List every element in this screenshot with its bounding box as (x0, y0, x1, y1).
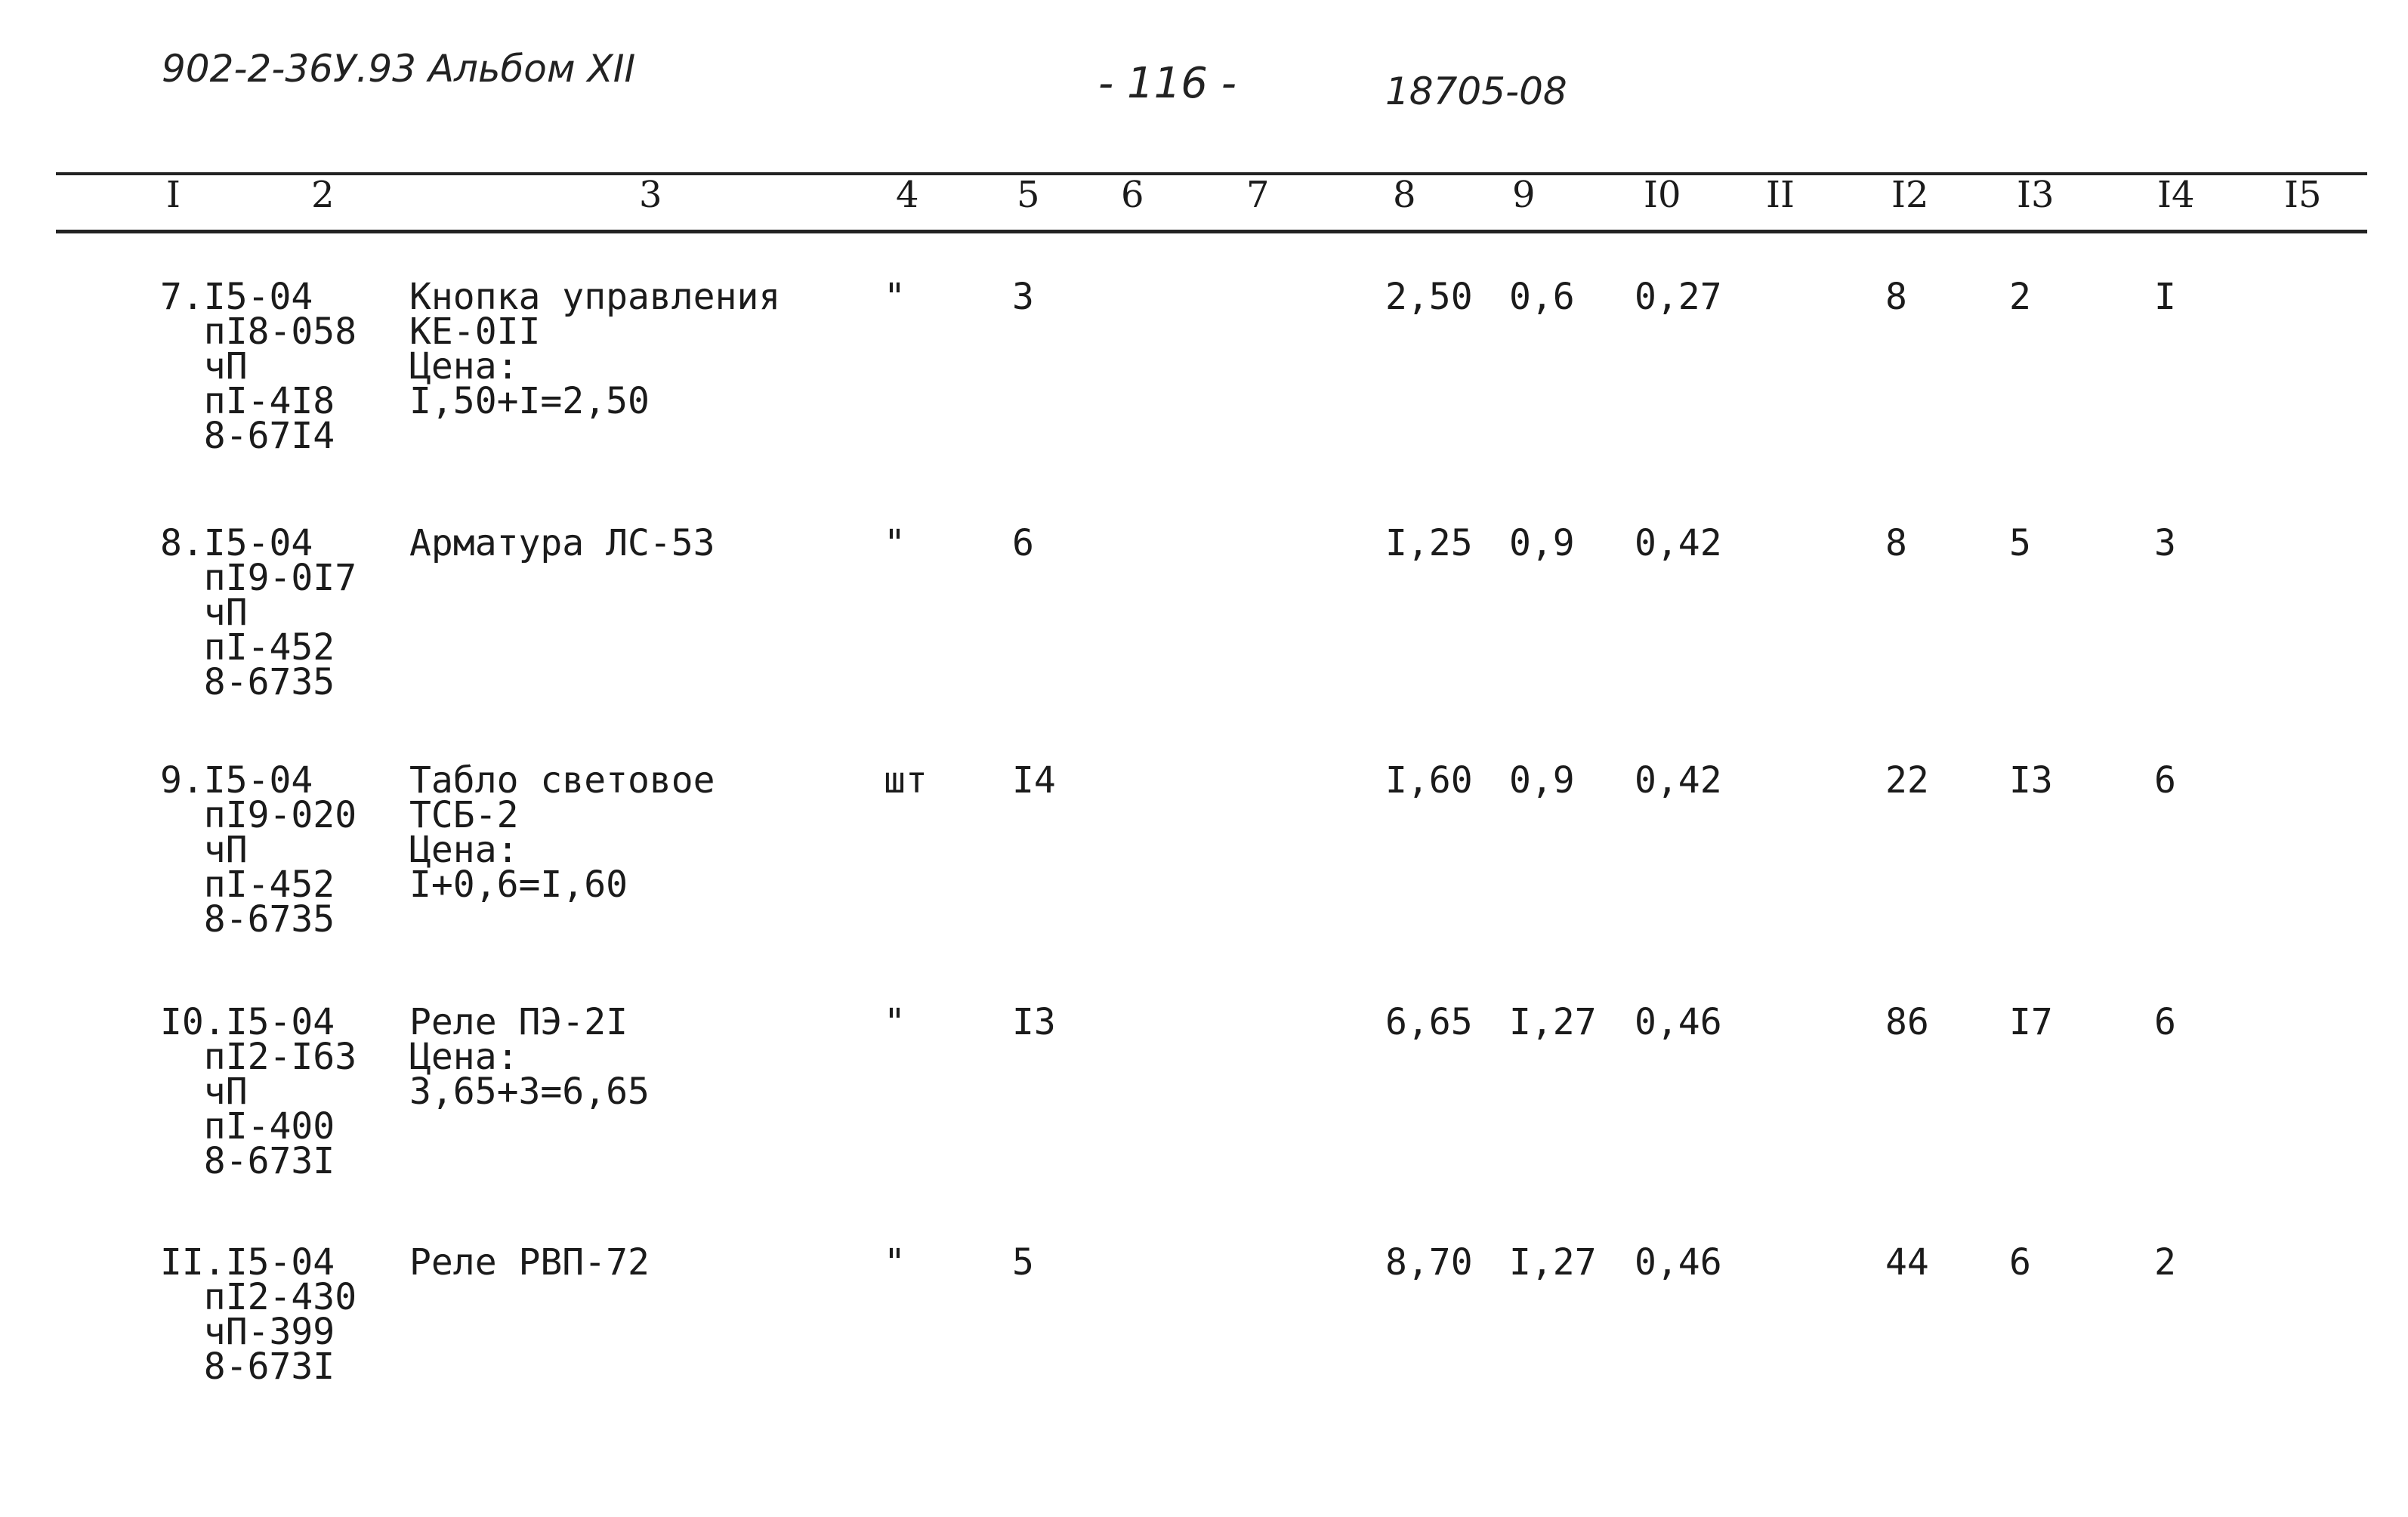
col9-cell: 0,9 (1509, 522, 1575, 564)
item-code: 7.I5-04 пI8-058 чП пI-4I8 8-67I4 (160, 276, 357, 457)
col-header-4: 4 (896, 174, 919, 216)
col10-cell: 0,46 (1635, 1001, 1722, 1043)
col8-cell: 6,65 (1385, 1001, 1473, 1043)
col9-cell: 0,9 (1509, 759, 1575, 802)
col10-cell: 0,46 (1635, 1241, 1722, 1284)
col10-cell: 0,27 (1635, 276, 1722, 318)
quantity-cell: 5 (1012, 1241, 1034, 1284)
col14-cell: 3 (2154, 522, 2176, 564)
col-header-5: 5 (1017, 174, 1040, 216)
quantity-cell: 6 (1012, 522, 1034, 564)
document-reference: 18705-08 (1385, 70, 1567, 113)
item-description: Реле РВП-72 (409, 1241, 650, 1284)
col-header-14: I4 (2157, 174, 2195, 216)
col14-cell: 2 (2154, 1241, 2176, 1284)
col10-cell: 0,42 (1635, 522, 1722, 564)
unit-cell: шт (884, 759, 928, 802)
col12-cell: 44 (1885, 1241, 1929, 1284)
quantity-cell: I4 (1012, 759, 1056, 802)
col12-cell: 22 (1885, 759, 1929, 802)
item-code: I0.I5-04 пI2-I63 чП пI-400 8-673I (160, 1001, 357, 1182)
item-description: Арматура ЛС-53 (409, 522, 715, 564)
col13-cell: I7 (2009, 1001, 2053, 1043)
item-code: 8.I5-04 пI9-0I7 чП пI-452 8-6735 (160, 522, 357, 703)
col13-cell: 5 (2009, 522, 2031, 564)
col12-cell: 8 (1885, 522, 1907, 564)
col13-cell: I3 (2009, 759, 2053, 802)
col8-cell: 8,70 (1385, 1241, 1473, 1284)
item-code: II.I5-04 пI2-430 чП-399 8-673I (160, 1241, 357, 1388)
col14-cell: 6 (2154, 759, 2176, 802)
item-code: 9.I5-04 пI9-020 чП пI-452 8-6735 (160, 759, 357, 941)
col-header-6: 6 (1121, 174, 1144, 216)
col14-cell: I (2154, 276, 2176, 318)
col9-cell: I,27 (1509, 1241, 1597, 1284)
col9-cell: 0,6 (1509, 276, 1575, 318)
unit-cell: " (884, 522, 906, 564)
col12-cell: 86 (1885, 1001, 1929, 1043)
col8-cell: I,25 (1385, 522, 1473, 564)
col-header-1: I (166, 174, 181, 216)
item-description: Кнопка управления КЕ-0II Цена: I,50+I=2,50 (409, 276, 781, 422)
quantity-cell: I3 (1012, 1001, 1056, 1043)
item-description: Табло световое ТСБ-2 Цена: I+0,6=I,60 (409, 759, 715, 906)
item-description: Реле ПЭ-2I Цена: 3,65+3=6,65 (409, 1001, 650, 1113)
col13-cell: 2 (2009, 276, 2031, 318)
col13-cell: 6 (2009, 1241, 2031, 1284)
col10-cell: 0,42 (1635, 759, 1722, 802)
col-header-3: 3 (639, 174, 662, 216)
col12-cell: 8 (1885, 276, 1907, 318)
unit-cell: " (884, 1241, 906, 1284)
unit-cell: " (884, 1001, 906, 1043)
col-header-12: I2 (1891, 174, 1929, 216)
col-header-2: 2 (311, 174, 335, 216)
col14-cell: 6 (2154, 1001, 2176, 1043)
table-header-rule (56, 230, 2367, 233)
col-header-7: 7 (1246, 174, 1270, 216)
col8-cell: 2,50 (1385, 276, 1473, 318)
col8-cell: I,60 (1385, 759, 1473, 802)
col-header-13: I3 (2017, 174, 2055, 216)
col-header-9: 9 (1512, 174, 1536, 216)
col-header-8: 8 (1393, 174, 1416, 216)
document-code: 902-2-36У.93 Альбом XII (162, 47, 636, 91)
unit-cell: " (884, 276, 906, 318)
quantity-cell: 3 (1012, 276, 1034, 318)
col-header-10: I0 (1644, 174, 1681, 216)
page-number: - 116 - (1098, 59, 1236, 108)
col-header-11: II (1766, 174, 1795, 216)
col9-cell: I,27 (1509, 1001, 1597, 1043)
col-header-15: I5 (2284, 174, 2322, 216)
